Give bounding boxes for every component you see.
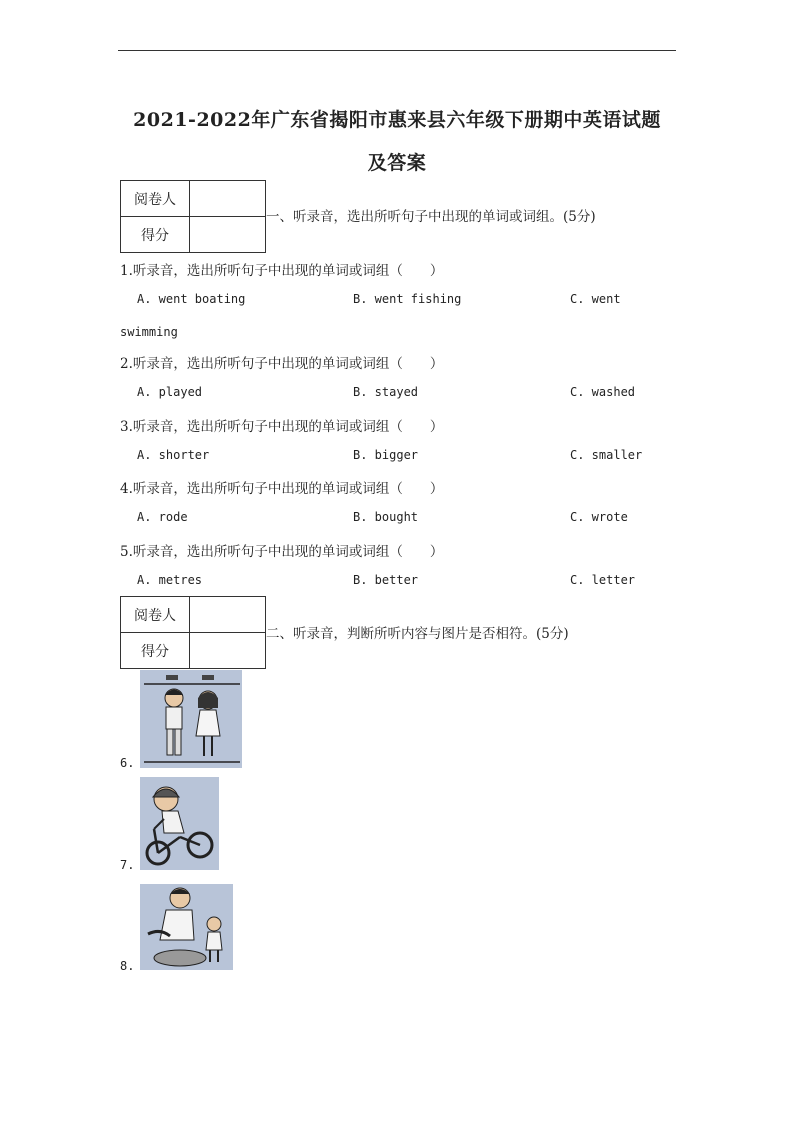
picture-item-number-6: 6. xyxy=(120,756,135,770)
picture-item-number-8: 8. xyxy=(120,959,135,973)
reviewer-cell xyxy=(190,597,266,633)
reviewer-label: 阅卷人 xyxy=(121,597,190,633)
q1-option-b: B. went fishing xyxy=(353,292,462,306)
q2-option-c: C. washed xyxy=(570,385,636,399)
q1-option-a: A. went boating xyxy=(137,292,246,306)
question-stem-4: 4.听录音，选出所听句子中出现的单词或词组（ ） xyxy=(120,481,444,497)
section-1-heading: 一、听录音，选出所听句子中出现的单词或词组。(5分) xyxy=(266,209,596,225)
page-title-line2: 及答案 xyxy=(367,152,427,174)
q1-option-c-continued: swimming xyxy=(120,325,178,339)
question-stem-5: 5.听录音，选出所听句子中出现的单词或词组（ ） xyxy=(120,544,444,560)
score-label: 得分 xyxy=(121,633,190,669)
score-cell xyxy=(190,217,266,253)
q5-option-c: C. letter xyxy=(570,573,636,587)
boy-girl-height-picture xyxy=(140,670,242,768)
page-title: 2021-2022年广东省揭阳市惠来县六年级下册期中英语试题 xyxy=(133,109,661,131)
q5-option-b: B. better xyxy=(353,573,419,587)
q3-option-b: B. bigger xyxy=(353,448,419,462)
q2-option-b: B. stayed xyxy=(353,385,419,399)
q4-option-c: C. wrote xyxy=(570,510,628,524)
section-2-heading: 二、听录音，判断所听内容与图片是否相符。(5分) xyxy=(266,626,569,642)
header-rule xyxy=(118,50,676,51)
score-cell xyxy=(190,633,266,669)
woman-washing-clothes-picture xyxy=(140,884,233,970)
q4-option-a: A. rode xyxy=(137,510,188,524)
score-box-2 xyxy=(120,596,266,669)
q5-option-a: A. metres xyxy=(137,573,203,587)
q3-option-a: A. shorter xyxy=(137,448,210,462)
picture-item-number-7: 7. xyxy=(120,858,135,872)
question-stem-2: 2.听录音，选出所听句子中出现的单词或词组（ ） xyxy=(120,356,444,372)
reviewer-cell xyxy=(190,181,266,217)
q1-option-c: C. went xyxy=(570,292,621,306)
question-stem-1: 1.听录音，选出所听句子中出现的单词或词组（ ） xyxy=(120,263,444,279)
q4-option-b: B. bought xyxy=(353,510,419,524)
score-label: 得分 xyxy=(121,217,190,253)
reviewer-label: 阅卷人 xyxy=(121,181,190,217)
question-stem-3: 3.听录音，选出所听句子中出现的单词或词组（ ） xyxy=(120,419,444,435)
q3-option-c: C. smaller xyxy=(570,448,643,462)
score-box-1 xyxy=(120,180,266,253)
boy-riding-bike-picture xyxy=(140,777,219,870)
q2-option-a: A. played xyxy=(137,385,203,399)
